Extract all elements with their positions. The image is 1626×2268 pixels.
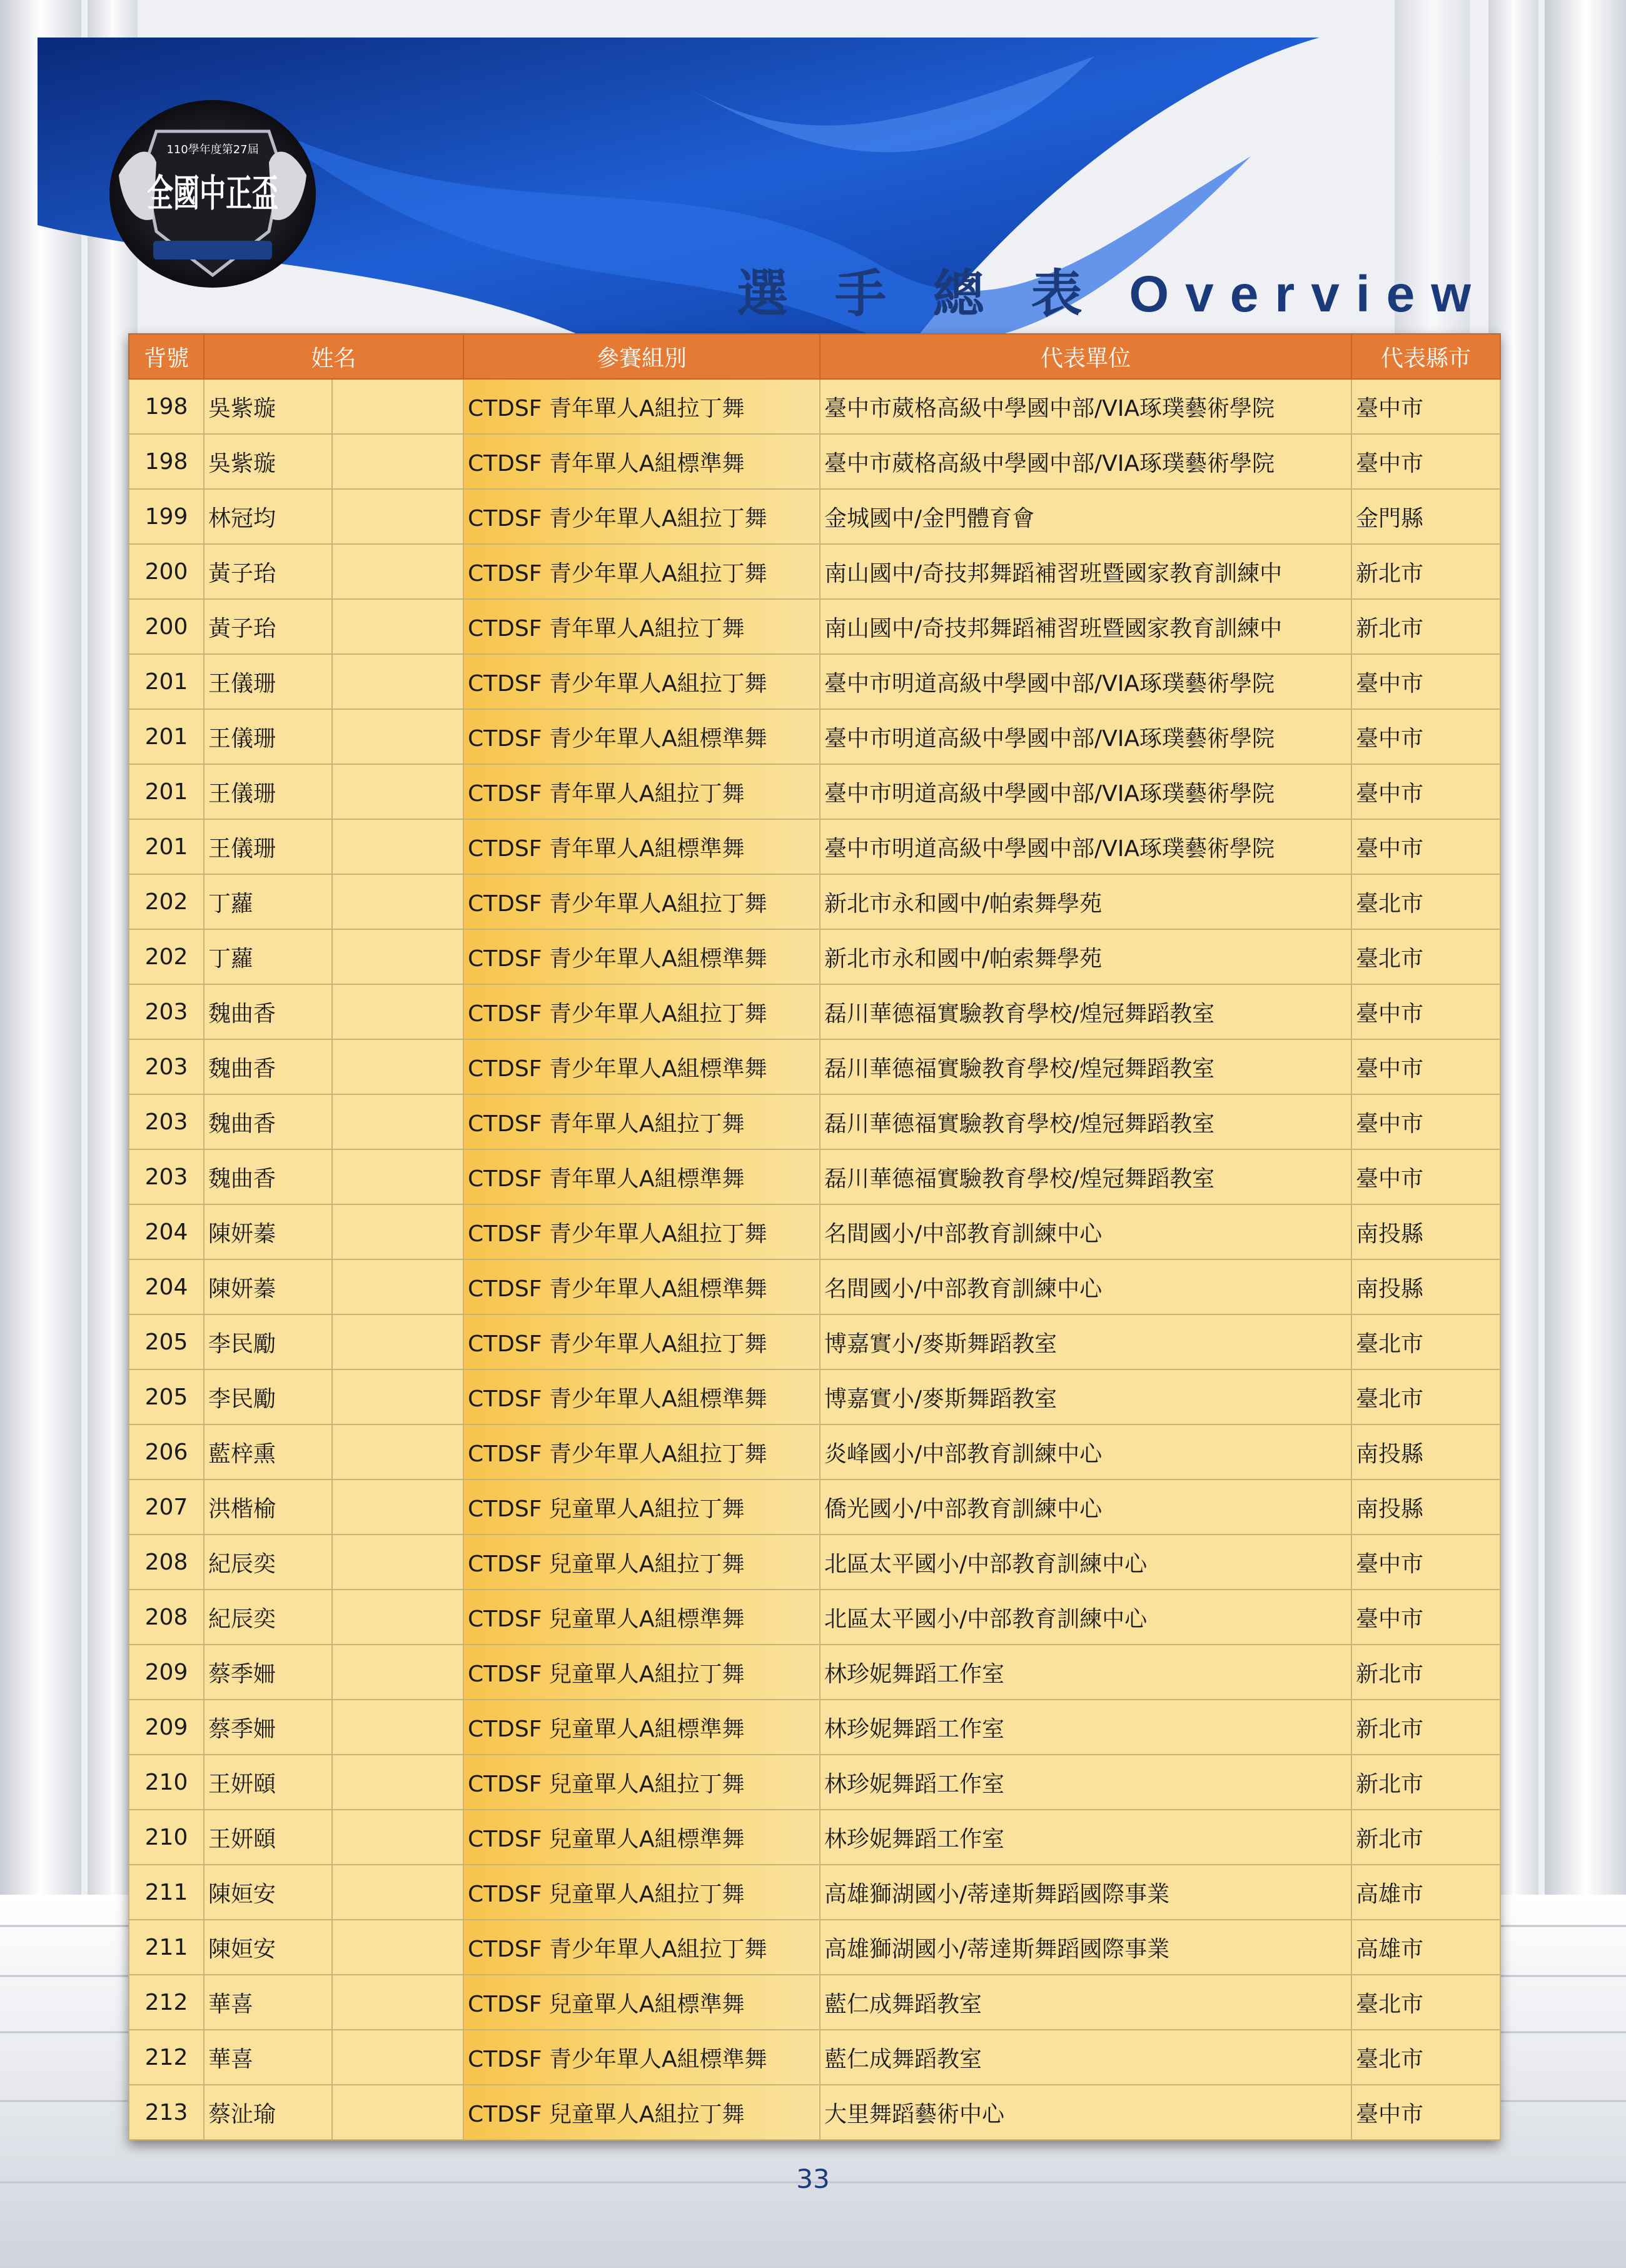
athlete-name-cell: 王儀珊: [204, 654, 332, 709]
city-cell: 新北市: [1351, 1755, 1500, 1810]
city-cell: 南投縣: [1351, 1204, 1500, 1259]
athlete-name-cell: 丁蘿: [204, 874, 332, 929]
table-row: [129, 544, 1500, 599]
unit-cell: 名間國小/中部教育訓練中心: [820, 1259, 1351, 1314]
athlete-name-cell: 王妍頤: [204, 1810, 332, 1865]
athlete-name-cell: 林冠均: [204, 489, 332, 544]
category-cell: CTDSF 兒童單人A組拉丁舞: [463, 2085, 820, 2140]
bib-number-cell: 211: [129, 1920, 204, 1975]
unit-cell: 臺中市明道高級中學國中部/VIA琢璞藝術學院: [820, 819, 1351, 874]
city-cell: 臺北市: [1351, 874, 1500, 929]
header-category: 參賽組別: [463, 334, 820, 379]
athlete-name-cell: 陳姮安: [204, 1920, 332, 1975]
athlete-name-cell: 蔡沚瑜: [204, 2085, 332, 2140]
category-cell: CTDSF 青年單人A組標準舞: [463, 819, 820, 874]
city-cell: 南投縣: [1351, 1259, 1500, 1314]
unit-cell: 林珍妮舞蹈工作室: [820, 1755, 1351, 1810]
unit-cell: 藍仁成舞蹈教室: [820, 1975, 1351, 2030]
unit-cell: 博嘉實小/麥斯舞蹈教室: [820, 1314, 1351, 1369]
athlete-name-cell: 華喜: [204, 1975, 332, 2030]
athlete-name-cell: 魏曲香: [204, 1149, 332, 1204]
athlete-name-cell: 李民勵: [204, 1369, 332, 1424]
blank-cell: [332, 1755, 463, 1810]
athlete-name-cell: 王妍頤: [204, 1755, 332, 1810]
athlete-name-cell: 黃子珆: [204, 544, 332, 599]
category-cell: CTDSF 兒童單人A組標準舞: [463, 1810, 820, 1865]
bib-number-cell: 204: [129, 1204, 204, 1259]
table-row: [129, 1700, 1500, 1755]
unit-cell: 藍仁成舞蹈教室: [820, 2030, 1351, 2085]
table-row: [129, 1535, 1500, 1590]
city-cell: 臺北市: [1351, 929, 1500, 984]
athlete-name-cell: 魏曲香: [204, 984, 332, 1039]
table-row: [129, 1369, 1500, 1424]
city-cell: 臺中市: [1351, 819, 1500, 874]
unit-cell: 臺中市明道高級中學國中部/VIA琢璞藝術學院: [820, 709, 1351, 764]
unit-cell: 北區太平國小/中部教育訓練中心: [820, 1535, 1351, 1590]
category-cell: CTDSF 兒童單人A組拉丁舞: [463, 1479, 820, 1535]
city-cell: 臺中市: [1351, 1094, 1500, 1149]
city-cell: 臺中市: [1351, 1149, 1500, 1204]
blank-cell: [332, 654, 463, 709]
blank-cell: [332, 874, 463, 929]
table-row: [129, 434, 1500, 489]
unit-cell: 磊川華德福實驗教育學校/煌冠舞蹈教室: [820, 1149, 1351, 1204]
table-row: [129, 1590, 1500, 1645]
blank-cell: [332, 1424, 463, 1479]
bib-number-cell: 201: [129, 819, 204, 874]
table-row: [129, 1975, 1500, 2030]
logo-year-text: 110學年度第27屆: [166, 143, 259, 156]
unit-cell: 磊川華德福實驗教育學校/煌冠舞蹈教室: [820, 1039, 1351, 1094]
category-cell: CTDSF 青少年單人A組標準舞: [463, 709, 820, 764]
athlete-name-cell: 紀辰奕: [204, 1590, 332, 1645]
city-cell: 高雄市: [1351, 1865, 1500, 1920]
bib-number-cell: 209: [129, 1700, 204, 1755]
category-cell: CTDSF 兒童單人A組拉丁舞: [463, 1645, 820, 1700]
bib-number-cell: 205: [129, 1369, 204, 1424]
unit-cell: 北區太平國小/中部教育訓練中心: [820, 1590, 1351, 1645]
table-row: [129, 1149, 1500, 1204]
unit-cell: 高雄獅湖國小/蒂達斯舞蹈國際事業: [820, 1865, 1351, 1920]
athlete-name-cell: 王儀珊: [204, 819, 332, 874]
unit-cell: 南山國中/奇技邦舞蹈補習班暨國家教育訓練中: [820, 544, 1351, 599]
city-cell: 臺中市: [1351, 764, 1500, 819]
city-cell: 臺中市: [1351, 709, 1500, 764]
athlete-name-cell: 陳妍蓁: [204, 1259, 332, 1314]
table-row: [129, 819, 1500, 874]
table-row: [129, 984, 1500, 1039]
table-row: [129, 929, 1500, 984]
overview-table-wrap: [128, 333, 1500, 2140]
category-cell: CTDSF 青年單人A組拉丁舞: [463, 599, 820, 654]
unit-cell: 高雄獅湖國小/蒂達斯舞蹈國際事業: [820, 1920, 1351, 1975]
table-row: [129, 1094, 1500, 1149]
athlete-name-cell: 洪楷榆: [204, 1479, 332, 1535]
city-cell: 南投縣: [1351, 1479, 1500, 1535]
unit-cell: 臺中市明道高級中學國中部/VIA琢璞藝術學院: [820, 654, 1351, 709]
table-row: [129, 764, 1500, 819]
header-city: 代表縣市: [1351, 334, 1500, 379]
table-row: [129, 874, 1500, 929]
bib-number-cell: 200: [129, 544, 204, 599]
tournament-logo: [94, 94, 331, 300]
bib-number-cell: 211: [129, 1865, 204, 1920]
category-cell: CTDSF 青少年單人A組拉丁舞: [463, 544, 820, 599]
city-cell: 新北市: [1351, 1810, 1500, 1865]
athlete-name-cell: 吳紫璇: [204, 379, 332, 434]
table-row: [129, 1865, 1500, 1920]
category-cell: CTDSF 青少年單人A組拉丁舞: [463, 874, 820, 929]
category-cell: CTDSF 青年單人A組標準舞: [463, 1149, 820, 1204]
city-cell: 臺中市: [1351, 1535, 1500, 1590]
athlete-name-cell: 王儀珊: [204, 764, 332, 819]
category-cell: CTDSF 兒童單人A組拉丁舞: [463, 1755, 820, 1810]
category-cell: CTDSF 青少年單人A組拉丁舞: [463, 654, 820, 709]
blank-cell: [332, 1535, 463, 1590]
city-cell: 臺北市: [1351, 1975, 1500, 2030]
athlete-name-cell: 丁蘿: [204, 929, 332, 984]
blank-cell: [332, 984, 463, 1039]
table-row: [129, 1920, 1500, 1975]
blank-cell: [332, 709, 463, 764]
category-cell: CTDSF 兒童單人A組標準舞: [463, 1975, 820, 2030]
table-row: [129, 489, 1500, 544]
bib-number-cell: 203: [129, 1039, 204, 1094]
blank-cell: [332, 1920, 463, 1975]
table-row: [129, 379, 1500, 434]
athlete-name-cell: 吳紫璇: [204, 434, 332, 489]
bib-number-cell: 203: [129, 1149, 204, 1204]
category-cell: CTDSF 兒童單人A組拉丁舞: [463, 1865, 820, 1920]
city-cell: 新北市: [1351, 544, 1500, 599]
blank-cell: [332, 1259, 463, 1314]
city-cell: 金門縣: [1351, 489, 1500, 544]
category-cell: CTDSF 青年單人A組拉丁舞: [463, 1094, 820, 1149]
unit-cell: 林珍妮舞蹈工作室: [820, 1810, 1351, 1865]
blank-cell: [332, 1149, 463, 1204]
blank-cell: [332, 1975, 463, 2030]
blank-cell: [332, 544, 463, 599]
bib-number-cell: 204: [129, 1259, 204, 1314]
table-row: [129, 1479, 1500, 1535]
city-cell: 臺北市: [1351, 1314, 1500, 1369]
table-row: [129, 709, 1500, 764]
category-cell: CTDSF 青少年單人A組拉丁舞: [463, 1424, 820, 1479]
unit-cell: 大里舞蹈藝術中心: [820, 2085, 1351, 2140]
bib-number-cell: 199: [129, 489, 204, 544]
category-cell: CTDSF 青少年單人A組拉丁舞: [463, 1314, 820, 1369]
bib-number-cell: 201: [129, 709, 204, 764]
unit-cell: 僑光國小/中部教育訓練中心: [820, 1479, 1351, 1535]
unit-cell: 南山國中/奇技邦舞蹈補習班暨國家教育訓練中: [820, 599, 1351, 654]
table-row: [129, 1039, 1500, 1094]
unit-cell: 臺中市葳格高級中學國中部/VIA琢璞藝術學院: [820, 379, 1351, 434]
city-cell: 高雄市: [1351, 1920, 1500, 1975]
bib-number-cell: 213: [129, 2085, 204, 2140]
blank-cell: [332, 1645, 463, 1700]
unit-cell: 新北市永和國中/帕索舞學苑: [820, 874, 1351, 929]
table-row: [129, 1204, 1500, 1259]
category-cell: CTDSF 兒童單人A組拉丁舞: [463, 1535, 820, 1590]
category-cell: CTDSF 兒童單人A組標準舞: [463, 1700, 820, 1755]
bib-number-cell: 212: [129, 1975, 204, 2030]
table-row: [129, 1755, 1500, 1810]
bib-number-cell: 203: [129, 984, 204, 1039]
blank-cell: [332, 599, 463, 654]
table-row: [129, 654, 1500, 709]
unit-cell: 博嘉實小/麥斯舞蹈教室: [820, 1369, 1351, 1424]
category-cell: CTDSF 青少年單人A組標準舞: [463, 1369, 820, 1424]
city-cell: 臺中市: [1351, 654, 1500, 709]
blank-cell: [332, 2030, 463, 2085]
bib-number-cell: 206: [129, 1424, 204, 1479]
unit-cell: 名間國小/中部教育訓練中心: [820, 1204, 1351, 1259]
table-row: [129, 2085, 1500, 2140]
unit-cell: 新北市永和國中/帕索舞學苑: [820, 929, 1351, 984]
bib-number-cell: 202: [129, 929, 204, 984]
city-cell: 新北市: [1351, 1645, 1500, 1700]
bib-number-cell: 209: [129, 1645, 204, 1700]
category-cell: CTDSF 青少年單人A組拉丁舞: [463, 984, 820, 1039]
bib-number-cell: 210: [129, 1810, 204, 1865]
overview-table: [128, 333, 1501, 2140]
athlete-name-cell: 陳姮安: [204, 1865, 332, 1920]
category-cell: CTDSF 青少年單人A組標準舞: [463, 1259, 820, 1314]
page-number: 33: [796, 2164, 830, 2194]
athlete-name-cell: 李民勵: [204, 1314, 332, 1369]
city-cell: 南投縣: [1351, 1424, 1500, 1479]
city-cell: 新北市: [1351, 599, 1500, 654]
athlete-name-cell: 陳妍蓁: [204, 1204, 332, 1259]
blank-cell: [332, 1810, 463, 1865]
category-cell: CTDSF 青年單人A組標準舞: [463, 434, 820, 489]
unit-cell: 炎峰國小/中部教育訓練中心: [820, 1424, 1351, 1479]
unit-cell: 磊川華德福實驗教育學校/煌冠舞蹈教室: [820, 1094, 1351, 1149]
header-unit: 代表單位: [820, 334, 1351, 379]
bib-number-cell: 207: [129, 1479, 204, 1535]
unit-cell: 磊川華德福實驗教育學校/煌冠舞蹈教室: [820, 984, 1351, 1039]
athlete-name-cell: 藍梓熏: [204, 1424, 332, 1479]
unit-cell: 臺中市明道高級中學國中部/VIA琢璞藝術學院: [820, 764, 1351, 819]
logo-main-text: 全國中正盃: [147, 172, 278, 216]
blank-cell: [332, 1039, 463, 1094]
table-row: [129, 2030, 1500, 2085]
bib-number-cell: 202: [129, 874, 204, 929]
blank-cell: [332, 1094, 463, 1149]
unit-cell: 金城國中/金門體育會: [820, 489, 1351, 544]
category-cell: CTDSF 青少年單人A組拉丁舞: [463, 1920, 820, 1975]
bib-number-cell: 212: [129, 2030, 204, 2085]
bib-number-cell: 203: [129, 1094, 204, 1149]
bib-number-cell: 205: [129, 1314, 204, 1369]
blank-cell: [332, 764, 463, 819]
bib-number-cell: 201: [129, 654, 204, 709]
table-row: [129, 1259, 1500, 1314]
table-row: [129, 1424, 1500, 1479]
city-cell: 新北市: [1351, 1700, 1500, 1755]
city-cell: 臺中市: [1351, 379, 1500, 434]
category-cell: CTDSF 青年單人A組拉丁舞: [463, 764, 820, 819]
bib-number-cell: 210: [129, 1755, 204, 1810]
category-cell: CTDSF 青少年單人A組標準舞: [463, 1039, 820, 1094]
category-cell: CTDSF 青少年單人A組拉丁舞: [463, 489, 820, 544]
bib-number-cell: 198: [129, 434, 204, 489]
bib-number-cell: 200: [129, 599, 204, 654]
city-cell: 臺中市: [1351, 1039, 1500, 1094]
city-cell: 臺北市: [1351, 2030, 1500, 2085]
city-cell: 臺北市: [1351, 1369, 1500, 1424]
category-cell: CTDSF 青年單人A組拉丁舞: [463, 379, 820, 434]
city-cell: 臺中市: [1351, 1590, 1500, 1645]
athlete-name-cell: 華喜: [204, 2030, 332, 2085]
blank-cell: [332, 2085, 463, 2140]
blank-cell: [332, 819, 463, 874]
blank-cell: [332, 929, 463, 984]
table-body: [129, 379, 1500, 2140]
table-row: [129, 1645, 1500, 1700]
unit-cell: 臺中市葳格高級中學國中部/VIA琢璞藝術學院: [820, 434, 1351, 489]
bib-number-cell: 208: [129, 1535, 204, 1590]
athlete-name-cell: 蔡季姍: [204, 1645, 332, 1700]
athlete-name-cell: 蔡季姍: [204, 1700, 332, 1755]
blank-cell: [332, 379, 463, 434]
header-bib-number: 背號: [129, 334, 204, 379]
blank-cell: [332, 1369, 463, 1424]
unit-cell: 林珍妮舞蹈工作室: [820, 1645, 1351, 1700]
athlete-name-cell: 黃子珆: [204, 599, 332, 654]
blank-cell: [332, 1865, 463, 1920]
bib-number-cell: 198: [129, 379, 204, 434]
blank-cell: [332, 489, 463, 544]
category-cell: CTDSF 青少年單人A組標準舞: [463, 2030, 820, 2085]
unit-cell: 林珍妮舞蹈工作室: [820, 1700, 1351, 1755]
table-row: [129, 599, 1500, 654]
city-cell: 臺中市: [1351, 434, 1500, 489]
blank-cell: [332, 1314, 463, 1369]
bib-number-cell: 201: [129, 764, 204, 819]
athlete-name-cell: 魏曲香: [204, 1094, 332, 1149]
category-cell: CTDSF 兒童單人A組標準舞: [463, 1590, 820, 1645]
athlete-name-cell: 魏曲香: [204, 1039, 332, 1094]
blank-cell: [332, 1590, 463, 1645]
blank-cell: [332, 1204, 463, 1259]
blank-cell: [332, 1700, 463, 1755]
bib-number-cell: 208: [129, 1590, 204, 1645]
blank-cell: [332, 1479, 463, 1535]
category-cell: CTDSF 青少年單人A組拉丁舞: [463, 1204, 820, 1259]
page-title: 選 手 總 表 Overview: [737, 266, 1487, 323]
table-header-row: [129, 334, 1500, 379]
table-row: [129, 1314, 1500, 1369]
city-cell: 臺中市: [1351, 984, 1500, 1039]
header-name: 姓名: [204, 334, 463, 379]
blank-cell: [332, 434, 463, 489]
athlete-name-cell: 王儀珊: [204, 709, 332, 764]
city-cell: 臺中市: [1351, 2085, 1500, 2140]
table-row: [129, 1810, 1500, 1865]
category-cell: CTDSF 青少年單人A組標準舞: [463, 929, 820, 984]
athlete-name-cell: 紀辰奕: [204, 1535, 332, 1590]
